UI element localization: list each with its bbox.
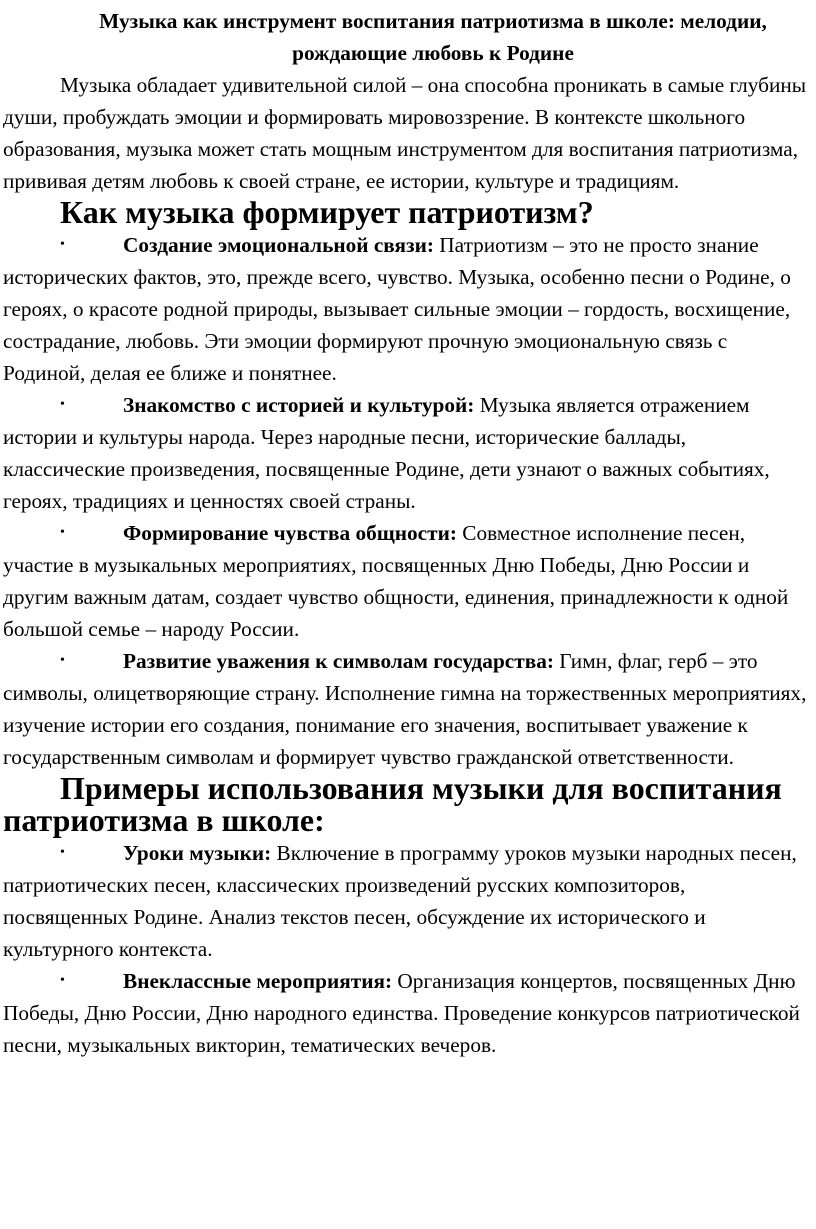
list-item [3, 965, 808, 1061]
list-item [3, 389, 808, 517]
section-heading-how: Как музыка формирует патриотизм? [60, 195, 594, 230]
bullet-icon: • [60, 237, 65, 252]
item-text: Гимн, флаг, герб – это символы, олицетворяющие страну. Исполнение гимна на торжественных мероприятиях, изучение истории его создания, понимание его значения, воспитывает уважение к государственным символам и формирует чувство гражданской ответственности. [3, 649, 807, 769]
item-title: Развитие уважения к символам государства: [123, 649, 554, 673]
item-text: Совместное исполнение песен, участие в музыкальных мероприятиях, посвященных Дню Победы, Дню России и другим важным датам, создает чувство общности, единения, принадлежности к одной большой семье – народу России. [3, 521, 789, 641]
item-title: Уроки музыки: [123, 841, 272, 865]
item-text: Включение в программу уроков музыки народных песен, патриотических песен, классических произведений русских композиторов, посвященных Родине. Анализ текстов песен, обсуждение их исторического и культурного контекста. [3, 841, 797, 961]
list-item [3, 645, 808, 773]
section-heading-examples: Примеры использования музыки для воспитания патриотизма в школе: [3, 771, 782, 838]
list-item [3, 517, 808, 645]
item-title: Формирование чувства общности: [123, 521, 457, 545]
bullet-icon: • [60, 653, 65, 668]
item-text: Патриотизм – это не просто знание исторических фактов, это, прежде всего, чувство. Музыка, особенно песни о Родине, о героях, о красоте родной природы, вызывает сильные эмоции – гордость, восхищение, сострадание, любовь. Эти эмоции формируют прочную эмоциональную связь с Родиной, делая ее ближе и понятнее. [3, 233, 791, 385]
item-text: Музыка является отражением истории и культуры народа. Через народные песни, исторические баллады, классические произведения, посвященные Родине, дети узнают о важных событиях, героях, традициях и ценностях своей страны. [3, 393, 770, 513]
item-title: Знакомство с историей и культурой: [123, 393, 475, 417]
list-item [3, 229, 808, 389]
bullet-list-examples [3, 837, 808, 1061]
item-title: Создание эмоциональной связи: [123, 233, 434, 257]
bullet-icon: • [60, 973, 65, 988]
bullet-list-how [3, 229, 808, 773]
document-title: Музыка как инструмент воспитания патриотизма в школе: мелодии, рождающие любовь к Родине [99, 9, 767, 65]
item-title: Внеклассные мероприятия: [123, 969, 393, 993]
bullet-icon: • [60, 525, 65, 540]
list-item [3, 837, 808, 965]
bullet-icon: • [60, 397, 65, 412]
intro-paragraph: Музыка обладает удивительной силой – она способна проникать в самые глубины души, пробуждать эмоции и формировать мировоззрение. В контексте школьного образования, музыка может стать мощным инструментом для воспитания патриотизма, прививая детям любовь к своей стране, ее истории, культуре и традициям. [3, 73, 807, 193]
item-text: Организация концертов, посвященных Дню Победы, Дню России, Дню народного единства. Проведение конкурсов патриотической песни, музыкальных викторин, тематических вечеров. [3, 969, 800, 1057]
bullet-icon: • [60, 845, 65, 860]
